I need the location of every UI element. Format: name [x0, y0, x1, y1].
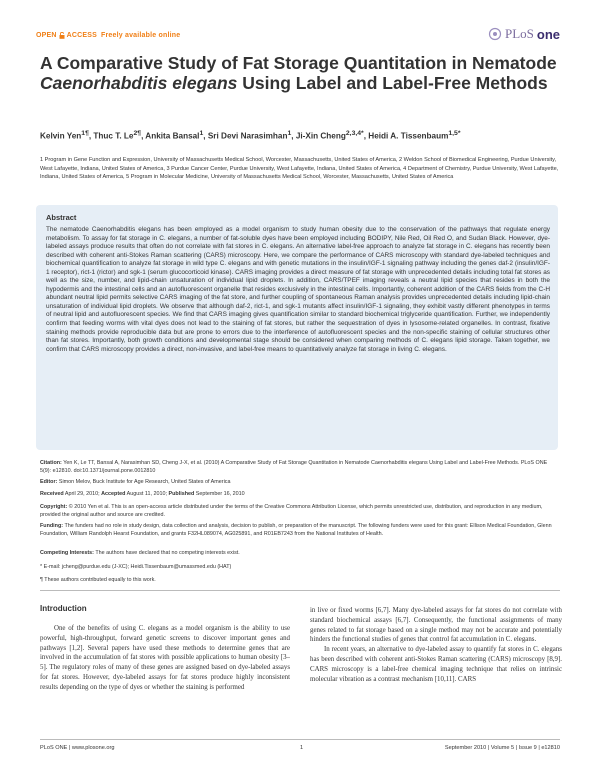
funding-label: Funding: — [40, 523, 64, 529]
funding-text: The funders had no role in study design, data collection and analysis, decision to publish, or preparation of the manuscript. The following funders were used for this grant: Ellison Medical Foundation, Glenn Foundation, William Randolph Hearst Foundation, and grants F32HL089074, AG025891, and R01EB7243 from the National Institutes of Health. — [40, 523, 552, 537]
published-date: September 16, 2010 — [195, 491, 245, 497]
paper-title — [40, 53, 560, 93]
page-number: 1 — [300, 745, 304, 751]
one-wordmark: one — [536, 26, 560, 42]
title-species: Caenorhabditis elegans — [40, 73, 238, 93]
footer-journal: PLoS ONE | www.plosone.org — [40, 745, 115, 751]
funding — [40, 522, 558, 538]
section-divider — [40, 590, 560, 591]
author-list: Kelvin Yen$^{1\P}$, Thuc T. $Le^{2\P}$, Ankita Bansal$^1$, Sri Devi Narasimhan$^1$, Ji-Xin Cheng$^{2,3,4*}$, Heidi A. Tissenbaum$^{1,5*}$ — [40, 130, 461, 141]
editor — [40, 478, 558, 486]
received-date: April 29, 2010; — [64, 491, 100, 497]
plos-emblem-icon — [488, 27, 502, 41]
copyright-text: © 2010 Yen et al. This is an open-access article distributed under the terms of the Creative Commons Attribution License, which permits unrestricted use, distribution, and reproduction in any medium, provided the original author and source are credited. — [40, 504, 543, 518]
accepted-label: Accepted — [101, 491, 126, 497]
editor-text: Simon Melov, Buck Institute for Age Research, United States of America — [58, 479, 231, 485]
abstract-body: The nematode Caenorhabditis elegans has been employed as a model organism to study human obesity due to the conservation of the pathways that regulate energy metabolism. To assay for fat storage in C. elegans, a number of fat-soluble dyes have been employed including BODIPY, Nile Red, Oil Red O, and Sudan Black. However, dye-labeled assays produce results that often do not correlate with fat stores in C. elegans. An alternative label-free approach to analyze fat storage in C. elegans has recently been described with coherent anti-Stokes Raman scattering (CARS) microscopy. Here, we compare the performance of CARS microscopy with standard dye-labeled techniques and biochemical quantification to analyze fat storage in wild type C. elegans and with genetic mutations in the insulin/IGF-1 signaling pathway including the genes daf-2 (insulin/IGF-1 receptor), rict-1 (rictor) and sgk-1 (serum glucocorticoid kinase). CARS imaging provides a direct measure of fat storage with unprecedented details including total fat stores as well as the size, number, and lipid-chain unsaturation of individual lipid droplets. In addition, CARS/TPEF imaging reveals a neutral lipid species that resides in both the hypodermis and the intestinal cells and an autofluorescent organelle that resides exclusively in the intestinal cells. Importantly, coherent addition of the CARS fields from the C-H abundant neutral lipid permits selective CARS imaging of the fat store, and further coupling of spontaneous Raman analysis provides unprecedented details including lipid-chain unsaturation of individual lipid droplets. We observe that although daf-2, rict-1, and sgk-1 mutants affect insulin/IGF-1 signaling, they exhibit vastly different phenotypes in terms of neutral lipid and autofluorescent species. We find that CARS imaging gives quantification similar to standard biochemical triglyceride quantification. Further, we independently confirm that feeding worms with vital dyes does not lead to the staining of fat stores, but rather the sequestration of dyes in lysosome-related organelles. In contrast, fixative staining methods provide reproducible data but are prone to errors due to the interference of autofluorescent species and the non-specific staining of cellular structures other than fat stores. Importantly, both growth conditions and developmental stage should be considered when comparing methods of C. elegans lipid storage. Taken together, we confirm that CARS microscopy provides a direct, non-invasive, and label-free means to quantitatively analyze fat storage in living C. elegans. — [46, 226, 550, 353]
received-label: Received — [40, 491, 64, 497]
access-label: ACCESS — [66, 32, 98, 39]
introduction-heading: Introduction — [40, 604, 87, 613]
editor-label: Editor: — [40, 479, 58, 485]
title-part-1: A Comparative Study of Fat Storage Quantitation in Nematode — [40, 53, 557, 73]
intro-col2-para-2: In recent years, an alternative to dye-labeled assay to quantify fat stores in C. elegans has been described with coherent anti-Stokes Raman scattering (CARS) microscopy [8,9]. CARS microscopy is a label-free chemical imaging technique that relies on intrinsic molecular vibration as a contrast mechanism [10,11]. CARS — [310, 646, 562, 683]
title-part-2: Using Label and Label-Free Methods — [237, 73, 548, 93]
page-footer — [40, 745, 560, 751]
footer-divider — [40, 739, 560, 740]
abstract-heading: Abstract — [46, 213, 77, 222]
citation-text: Yen K, Le TT, Bansal A, Narasimhan SD, Cheng J-X, et al. (2010) A Comparative Study of Fat Storage Quantitation in Nematode Caenorhabditis elegans Using Label and Label-Free Methods. PLoS ONE 5(9): e12810. doi:10.1371/journal.pone.0012810 — [40, 460, 548, 474]
affiliations: 1 Program in Gene Function and Expression, University of Massachusetts Medical School, Worcester, Massachusetts, United States of America, 2 Weldon School of Biomedical Engineering, Purdue University, West Lafayette, Indiana, United States of America, 3 Purdue Cancer Center, Purdue University, West Lafayette, Indiana, United States of America, 4 Department of Chemistry, Purdue University, West Lafayette, Indiana, United States of America, 5 Program in Molecular Medicine, University of Massachusetts Medical School, Worcester, Massachusetts, United States of America — [40, 157, 559, 181]
open-access-badge — [36, 32, 180, 39]
competing-text: The authors have declared that no competing interests exist. — [95, 550, 240, 556]
intro-column-2 — [310, 606, 562, 684]
copyright — [40, 503, 558, 519]
journal-logo — [488, 26, 560, 42]
equal-contribution: ¶ These authors contributed equally to this work. — [40, 577, 156, 583]
citation — [40, 459, 558, 475]
open-label: OPEN — [36, 32, 57, 39]
competing-interests — [40, 549, 558, 557]
plos-wordmark: PLoS — [504, 26, 534, 41]
citation-label: Citation: — [40, 460, 62, 466]
intro-column-1: One of the benefits of using C. elegans as a model organism is the ability to use powerful, high-throughput, forward genetic screens to discover important genes and pathways [1,2]. Several papers have used these methods to determine genes that are involved in the accumulation of fat stores with possible applications to human obesity [3–5]. The regulatory roles of many of these genes are assigned based on dye-labeled assays for fat stores. However, dye-labeled assays for fat stores produce highly inconsistent results depending on the type of dyes or whether the staining is performed — [40, 625, 290, 691]
open-lock-icon — [59, 32, 65, 39]
published-label: Published — [168, 491, 195, 497]
accepted-date: August 11, 2010; — [126, 491, 168, 497]
dates — [40, 490, 558, 498]
copyright-label: Copyright: — [40, 504, 68, 510]
email: * E-mail: jcheng@purdue.edu (J-XC); Heidi.Tissenbaum@umassmed.edu (HAT) — [40, 564, 232, 570]
competing-label: Competing Interests: — [40, 550, 94, 556]
freely-available-label: Freely available online — [101, 32, 181, 39]
footer-issue: September 2010 | Volume 5 | Issue 9 | e12810 — [444, 745, 560, 751]
intro-col2-para-1: in live or fixed worms [6,7]. Many dye-labeled assays for fat stores do not correlate with standard biochemical assays [6,7]. Consequently, the functional assignments of many genes related to fat storage based on a single method may not be accurate and potentially hinders the functional studies of genes that control fat accumulation in C. elegans. — [310, 607, 562, 644]
